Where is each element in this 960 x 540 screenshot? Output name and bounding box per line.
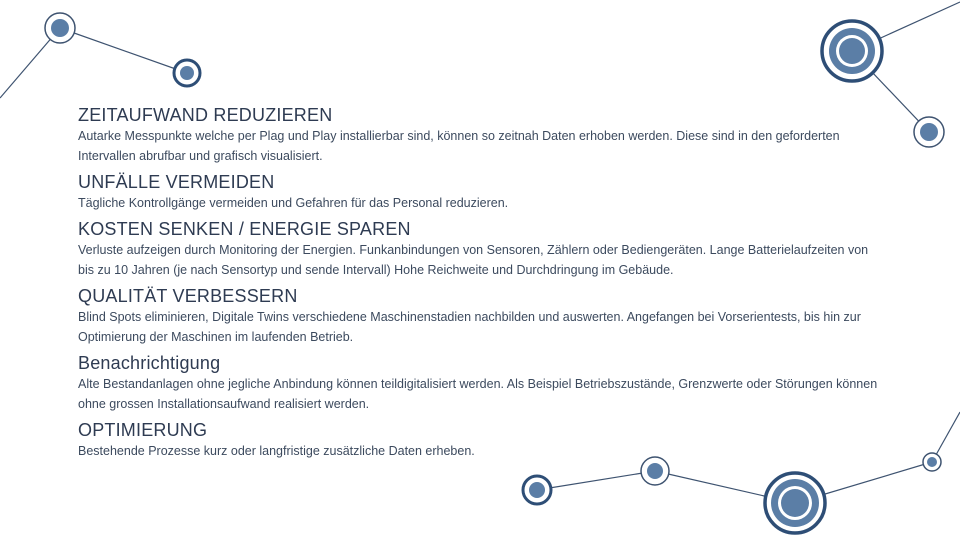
section-body: Bestehende Prozesse kurz oder langfristige zusätzliche Daten erheben. (78, 444, 475, 458)
section-heading: OPTIMIERUNG (78, 420, 208, 440)
section-kosten (78, 218, 878, 280)
section-heading: Benachrichtigung (78, 353, 221, 373)
node-bottom-left (523, 476, 551, 504)
section-heading: ZEITAUFWAND REDUZIEREN (78, 105, 333, 125)
node-right-small (914, 117, 944, 147)
section-benachrichtigung (78, 352, 878, 414)
section-optimierung (78, 419, 878, 461)
section-body: Alte Bestandanlagen ohne jegliche Anbindung können teildigitalisiert werden. Als Beispiel Betriebszustände, Grenzwerte oder Störungen können ohne grossen Installationsaufwand realisiert werden. (78, 377, 878, 411)
node-bottom-large (765, 473, 825, 533)
section-heading: QUALITÄT VERBESSERN (78, 286, 298, 306)
section-body: Tägliche Kontrollgänge vermeiden und Gefahren für das Personal reduzieren. (78, 196, 509, 210)
node-top-left-small (174, 60, 200, 86)
section-body: Blind Spots eliminieren, Digitale Twins verschiedene Maschinenstadien nachbilden und auswerten. Angefangen bei Vorserientests, bis hin zur Optimierung der Maschinen im laufenden Betrieb. (78, 310, 861, 344)
node-top-left (45, 13, 75, 43)
section-zeitaufwand (78, 104, 878, 166)
node-top-right-large (822, 21, 882, 81)
section-qualitaet (78, 285, 878, 347)
section-unfaelle (78, 171, 878, 213)
content-list (78, 104, 878, 466)
section-heading: UNFÄLLE VERMEIDEN (78, 172, 275, 192)
section-body: Verluste aufzeigen durch Monitoring der Energien. Funkanbindungen von Sensoren, Zählern oder Bediengeräten. Lange Batterielaufzeiten von bis zu 10 Jahren (je nach Sensortyp und sende Intervall) Hohe Reichweite und Durchdringung im Gebäude. (78, 243, 869, 277)
node-bottom-right-small (923, 453, 941, 471)
section-heading: KOSTEN SENKEN / ENERGIE SPAREN (78, 219, 411, 239)
section-body: Autarke Messpunkte welche per Plag und Play installierbar sind, können so zeitnah Daten erhoben werden. Diese sind in den geforderten Intervallen abrufbar und grafisch visualisiert. (78, 129, 840, 163)
